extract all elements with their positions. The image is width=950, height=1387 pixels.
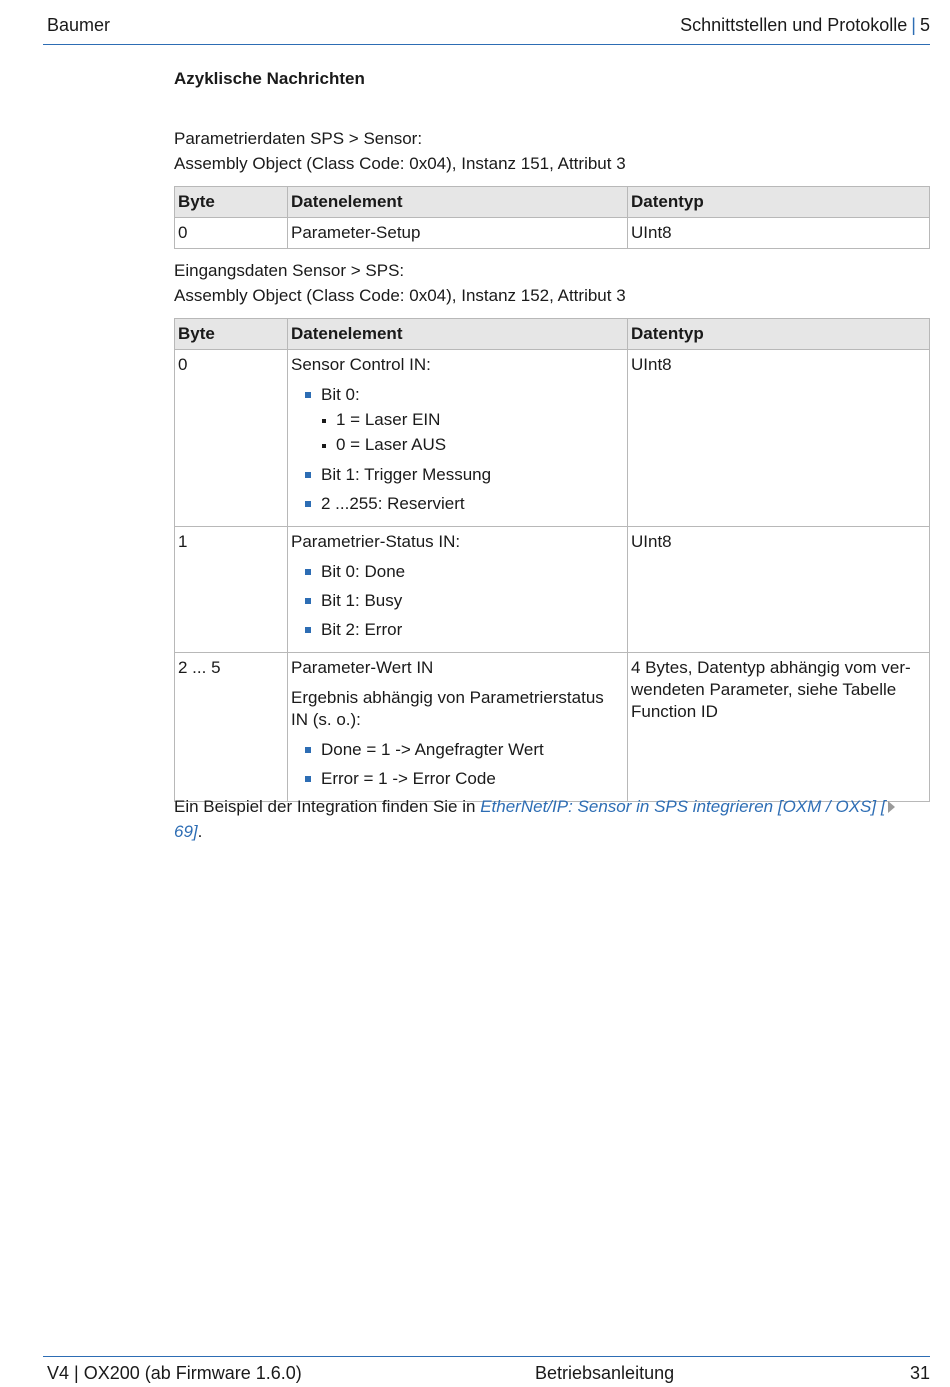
- cell-element: [288, 527, 628, 653]
- cell-byte: 2 ... 5: [175, 653, 288, 802]
- input-intro-line1: Eingangsdaten Sensor > SPS:: [174, 261, 405, 280]
- col-header-byte: Byte: [175, 187, 288, 218]
- note-prefix: Ein Beispiel der Integration finden Sie in: [174, 797, 481, 816]
- link-bracket: [: [880, 797, 886, 816]
- sub-list-item: 1 = Laser EIN: [321, 408, 625, 433]
- result-list: [291, 739, 625, 790]
- input-intro-line2: Assembly Object (Class Code: 0x04), Instanz 152, Attribut 3: [174, 285, 626, 305]
- header-brand: Baumer: [47, 15, 111, 35]
- col-header-type: Datentyp: [628, 187, 930, 218]
- cell-element: [288, 350, 628, 527]
- footer-document: V4 | OX200 (ab Firmware 1.6.0): [47, 1363, 302, 1383]
- header-separator: |: [911, 15, 916, 35]
- input-intro: [174, 259, 626, 308]
- cell-type: UInt8: [628, 527, 930, 653]
- list-item: 2 ...255: Reserviert: [305, 493, 625, 515]
- header-chapter-number: 5: [919, 15, 930, 35]
- link-text: EtherNet/IP: Sensor in SPS integrieren [OXM / OXS]: [480, 797, 877, 816]
- cell-element: Parameter-Setup: [288, 218, 628, 249]
- list-item: Bit 1: Trigger Messung: [305, 464, 625, 486]
- table-input-data: [174, 318, 930, 802]
- table-row: [175, 653, 930, 802]
- cell-byte: 0: [175, 218, 288, 249]
- list-item: [305, 384, 625, 457]
- params-intro-line1: Parametrierdaten SPS > Sensor:: [174, 129, 423, 148]
- table-parameter-data: [174, 186, 930, 249]
- list-item: Bit 2: Error: [305, 619, 625, 641]
- element-title: Sensor Control IN:: [291, 355, 431, 374]
- page-footer: [43, 1356, 930, 1383]
- list-item: Bit 1: Busy: [305, 590, 625, 612]
- cell-byte: 0: [175, 350, 288, 527]
- cell-byte: 1: [175, 527, 288, 653]
- sub-list: [321, 408, 625, 457]
- note-suffix: .: [197, 821, 203, 841]
- element-description: Ergebnis abhängig von Parametrierstatus IN (s. o.):: [291, 688, 604, 729]
- col-header-element: Datenelement: [288, 319, 628, 350]
- list-item: Done = 1 -> Angefragter Wert: [305, 739, 625, 761]
- table-row: [175, 218, 930, 249]
- cell-type: UInt8: [628, 218, 930, 249]
- col-header-element: Datenelement: [288, 187, 628, 218]
- cell-type: 4 Bytes, Datentyp abhängig vom ver-wendeten Parameter, siehe Tabelle Function ID: [628, 653, 930, 802]
- table-row: [175, 527, 930, 653]
- header-title: Schnittstellen und Protokolle: [680, 15, 908, 35]
- list-item: Bit 0: Done: [305, 561, 625, 583]
- cell-type: UInt8: [628, 350, 930, 527]
- element-title: Parameter-Wert IN: [291, 658, 434, 677]
- sub-list-item: 0 = Laser AUS: [321, 433, 625, 458]
- section-title: Azyklische Nachrichten: [174, 69, 365, 88]
- table-header-row: [175, 319, 930, 350]
- table-header-row: [175, 187, 930, 218]
- page-header: [43, 14, 930, 45]
- cell-element: [288, 653, 628, 802]
- integration-note: [174, 795, 919, 844]
- header-chapter: [680, 15, 930, 36]
- status-list: [291, 561, 625, 641]
- element-title: Parametrier-Status IN:: [291, 532, 461, 551]
- table-row: [175, 350, 930, 527]
- page-arrow-icon: [888, 801, 895, 813]
- params-intro: [174, 127, 626, 176]
- col-header-type: Datentyp: [628, 319, 930, 350]
- link-page: 69]: [174, 821, 198, 841]
- footer-page-number: 31: [909, 1363, 930, 1383]
- bit-list: [291, 384, 625, 515]
- list-item: Error = 1 -> Error Code: [305, 768, 625, 790]
- list-item-text: Bit 0:: [321, 385, 360, 404]
- footer-title: Betriebsanleitung: [535, 1363, 675, 1383]
- col-header-byte: Byte: [175, 319, 288, 350]
- params-intro-line2: Assembly Object (Class Code: 0x04), Instanz 151, Attribut 3: [174, 153, 626, 173]
